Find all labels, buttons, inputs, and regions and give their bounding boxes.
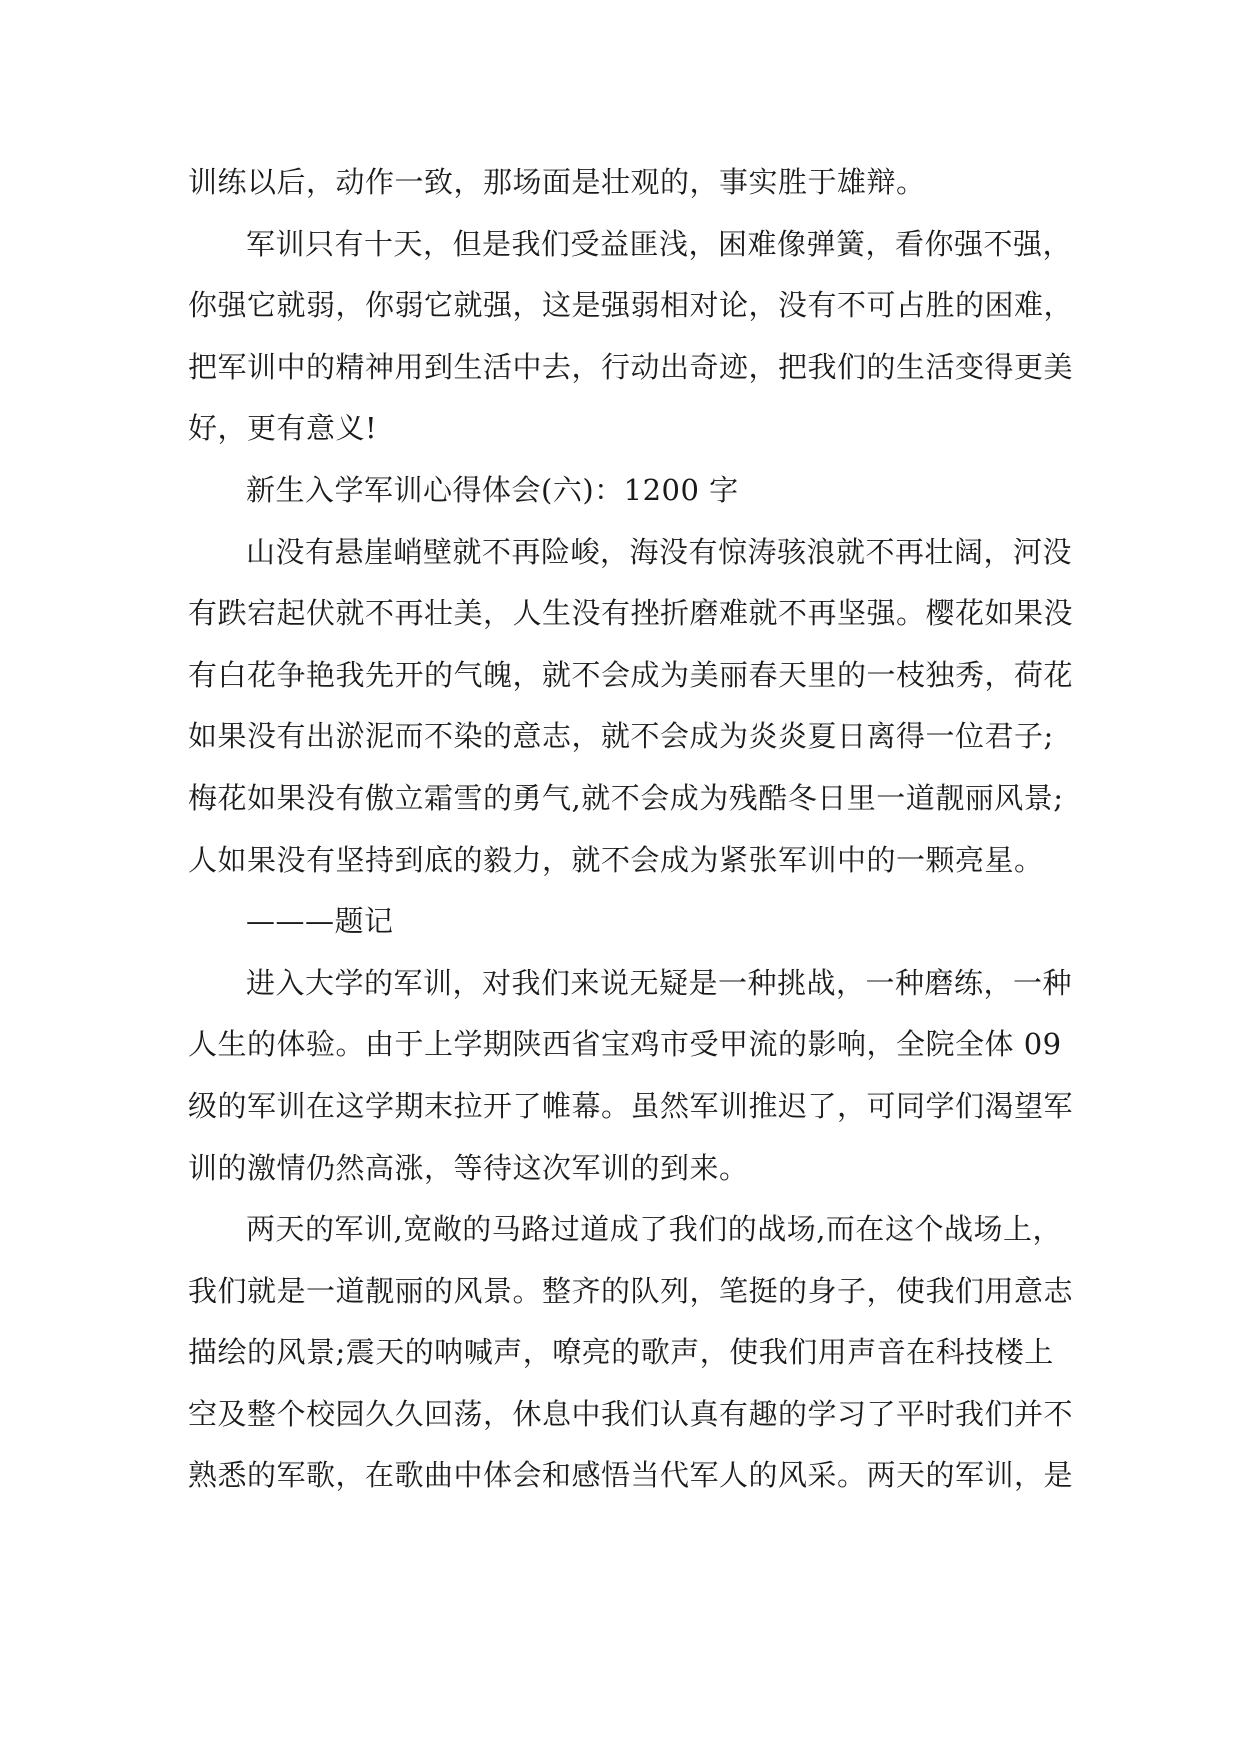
epigraph-attribution: ———题记: [246, 904, 394, 939]
text-line: 两天的军训,宽敞的马路过道成了我们的战场,而在这个战场上，: [246, 1212, 1062, 1247]
section-heading: 新生入学军训心得体会(六)：1200 字: [246, 472, 739, 507]
document-body: [188, 152, 1074, 1507]
text-line: 好，更有意义!: [188, 411, 378, 446]
text-line: 训的激情仍然高涨，等待这次军训的到来。: [188, 1150, 749, 1185]
text-line: 梅花如果没有傲立霜雪的勇气,就不会成为残酷冬日里一道靓丽风景;: [188, 780, 1064, 815]
text-line: 你强它就弱，你弱它就强，这是强弱相对论，没有不可占胜的困难，: [188, 288, 1074, 323]
text-line: 人如果没有坚持到底的毅力，就不会成为紧张军训中的一颗亮星。: [188, 842, 1044, 877]
text-line: 有白花争艳我先开的气魄，就不会成为美丽春天里的一枝独秀，荷花: [188, 657, 1074, 692]
text-line: 熟悉的军歌，在歌曲中体会和感悟当代军人的风采。两天的军训，是: [188, 1458, 1074, 1493]
text-line: 空及整个校园久久回荡，休息中我们认真有趣的学习了平时我们并不: [188, 1396, 1074, 1431]
text-line: 级的军训在这学期末拉开了帷幕。虽然军训推迟了，可同学们渴望军: [188, 1088, 1074, 1123]
text-line: 进入大学的军训，对我们来说无疑是一种挑战，一种磨练，一种: [246, 965, 1073, 1000]
text-line: 军训只有十天，但是我们受益匪浅，困难像弹簧，看你强不强，: [246, 226, 1073, 261]
text-line: 山没有悬崖峭壁就不再险峻，海没有惊涛骇浪就不再壮阔，河没: [246, 534, 1073, 569]
text-line: 人生的体验。由于上学期陕西省宝鸡市受甲流的影响，全院全体 09: [188, 1027, 1062, 1062]
text-line: 如果没有出淤泥而不染的意志，就不会成为炎炎夏日离得一位君子;: [188, 719, 1054, 754]
text-line: 训练以后，动作一致，那场面是壮观的，事实胜于雄辩。: [188, 165, 926, 199]
text-line: 把军训中的精神用到生活中去，行动出奇迹，把我们的生活变得更美: [188, 349, 1074, 384]
text-line: 有跌宕起伏就不再壮美，人生没有挫折磨难就不再坚强。樱花如果没: [188, 596, 1074, 631]
text-line: 描绘的风景;震天的呐喊声，嘹亮的歌声，使我们用声音在科技楼上: [188, 1335, 1054, 1370]
text-line: 我们就是一道靓丽的风景。整齐的队列，笔挺的身子，使我们用意志: [188, 1273, 1074, 1308]
